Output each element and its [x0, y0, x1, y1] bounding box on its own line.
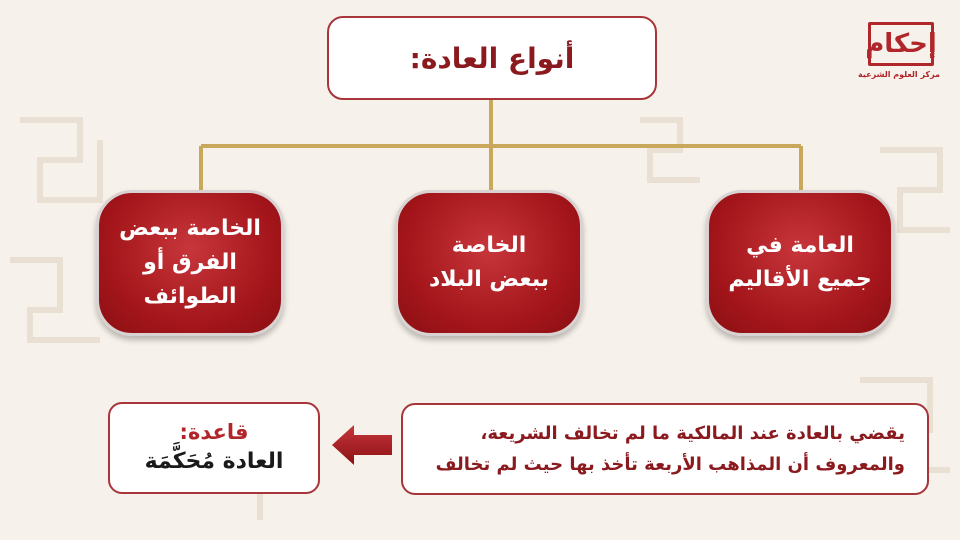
node-group-custom	[96, 190, 284, 336]
node-label-line1: الخاصة	[451, 232, 527, 258]
title-box	[327, 16, 657, 100]
maxim-label: قاعدة:	[179, 419, 249, 444]
node-label-line1: العامة في	[746, 232, 854, 258]
node-label-line1: الخاصة ببعض	[119, 215, 261, 241]
node-label-line2: الفرق أو	[143, 249, 237, 275]
maxim-box	[108, 402, 320, 494]
logo	[858, 22, 940, 92]
node-label-line2: جميع الأقاليم	[728, 267, 872, 292]
rule-box	[401, 403, 929, 495]
rule-line2: والمعروف أن المذاهب الأربعة تأخذ بها حيث لم تخالف	[435, 454, 905, 475]
node-general-custom	[706, 190, 894, 336]
node-label-line3: الطوائف	[143, 284, 237, 310]
node-label-line2: ببعض البلاد	[428, 267, 550, 292]
maxim-text: العادة مُحَكَّمَة	[144, 449, 284, 475]
page-title: أنواع العادة:	[409, 41, 575, 75]
arrow-left-icon	[330, 421, 394, 469]
rule-line1: يقضي بالعادة عند المالكية ما لم تخالف الشريعة،	[480, 422, 905, 444]
node-regional-custom	[395, 190, 583, 336]
logo-mark: إحكام	[868, 22, 934, 66]
logo-subtitle: مركز العلوم الشرعية	[858, 70, 940, 79]
